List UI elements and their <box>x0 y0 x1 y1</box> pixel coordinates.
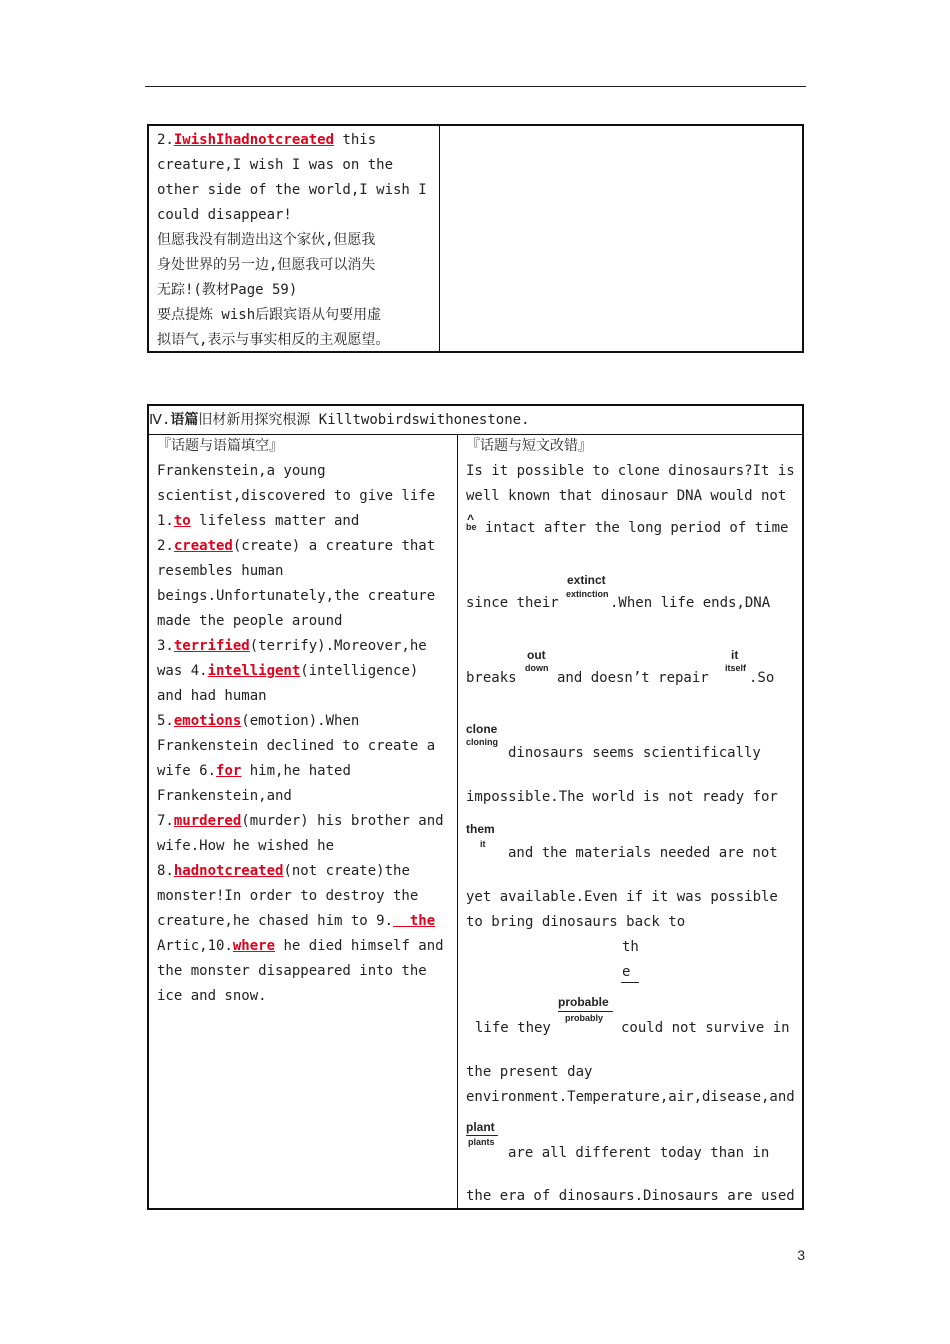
correction-word: it <box>731 648 739 662</box>
answer: murdered <box>173 813 242 829</box>
answer: where <box>232 938 276 954</box>
blank-underline <box>621 982 639 983</box>
answer: the <box>393 913 436 929</box>
original-word: cloning <box>466 737 498 747</box>
correction-word: probable <box>558 995 609 1009</box>
answer: hadnotcreated <box>173 863 284 879</box>
original-word: down <box>525 663 549 673</box>
answer: emotions <box>173 713 242 729</box>
correction-word: plant <box>466 1120 495 1134</box>
original-word: probably <box>565 1013 604 1023</box>
correction-underline <box>466 1135 498 1136</box>
column-divider <box>439 126 440 351</box>
fill-in-passage: 『话题与语篇填空』 Frankenstein,a young scientist,discovered to give life 1.to lifeless matter and 2.created(create) a creature that resembles human beings.Unfortunately,the creature made the people around 3.terrified(terrify).Moreover,he was 4.intelligent(intelligence) and had human 5.emotions(emotion).When Frankenstein declined to create a wife 6.for him,he hated Frankenstein,and 7.murdered(murder) his brother and wife.How he wished he 8.hadnotcreated(not create)the monster!In order to destroy the creature,he chased him to 9. the Artic,10.where he died himself and the monster disappeared into the ice and snow. <box>157 434 444 1009</box>
right-heading: 『话题与短文改错』 <box>466 438 592 454</box>
insert-mark-icon: ^ <box>467 512 475 526</box>
insert-word: be <box>466 522 477 532</box>
correction-word: clone <box>466 722 498 736</box>
correction-word: extinct <box>567 573 606 587</box>
original-word: extinction <box>566 589 609 599</box>
original-word: it <box>480 839 486 849</box>
page-number: 3 <box>797 1247 805 1263</box>
answer: IwishIhadnotcreated <box>173 132 335 148</box>
header-rule <box>145 86 806 87</box>
answer: intelligent <box>207 663 301 679</box>
original-word: plants <box>468 1137 495 1147</box>
answer: to <box>173 513 191 529</box>
answer: for <box>216 763 242 779</box>
correction-word: them <box>466 822 495 836</box>
correction-underline <box>558 1011 613 1012</box>
answer: terrified <box>173 638 250 654</box>
original-word: itself <box>725 663 747 673</box>
column-divider <box>457 435 458 1208</box>
sentence-block: 2.IwishIhadnotcreated this creature,I wish I was on the other side of the world,I wish I could disappear! 但愿我没有制造出这个家伙,但愿我 身处世界的另一边,但愿我可以消失 无踪!(教材Page 59) 要点提炼 wish后跟宾语从句要用虚 拟语气,表示与事实相反的主观愿望。 <box>157 132 427 348</box>
sentence-table <box>147 124 804 353</box>
left-heading: 『话题与语篇填空』 <box>157 438 283 454</box>
section-title: Ⅳ.语篇旧材新用探究根源 Killtwobirdswithonestone. <box>149 412 530 428</box>
correction-word: out <box>527 648 546 662</box>
passage-table: Ⅳ.语篇旧材新用探究根源 Killtwobirdswithonestone. 『话题与语篇填空』 Frankenstein,a young scientist,discovered to give life 1.to lifeless matter and 2.created(create) a creature that resembles human beings.Unfortunately,the creature made the people around 3.terrified(terrify).Moreover,he was 4.intelligent(intelligence) and had human 5.emotions(emotion).When Frankenstein declined to create a wife 6.for him,he hated Frankenstein,and 7.murdered(murder) his brother and wife.How he wished he 8.hadnotcreated(not create)the monster!In order to destroy the creature,he chased him to 9. the Artic,10.where he died himself and the monster disappeared into the ice and snow. 『话题与短文改错』 Is it possible to clone dinosaurs?It is well known that dinosaur DNA would not ^ be intact after the long period of time since their extinct extinction .When life ends,DNA breaks out down and doesn’t repair it itself .So clone cloning dinosaurs seems scientifically impossible.The world is not ready for them it and the materials needed are not yet available.Even if it was possible to bring dinosaurs back to th e life they probable probably could not survive in the present day environment.Temperature,air,disease,and plant plants are all different today than in the era of dinosaurs.Dinosaurs are used <box>147 404 804 1210</box>
answer: created <box>173 538 233 554</box>
